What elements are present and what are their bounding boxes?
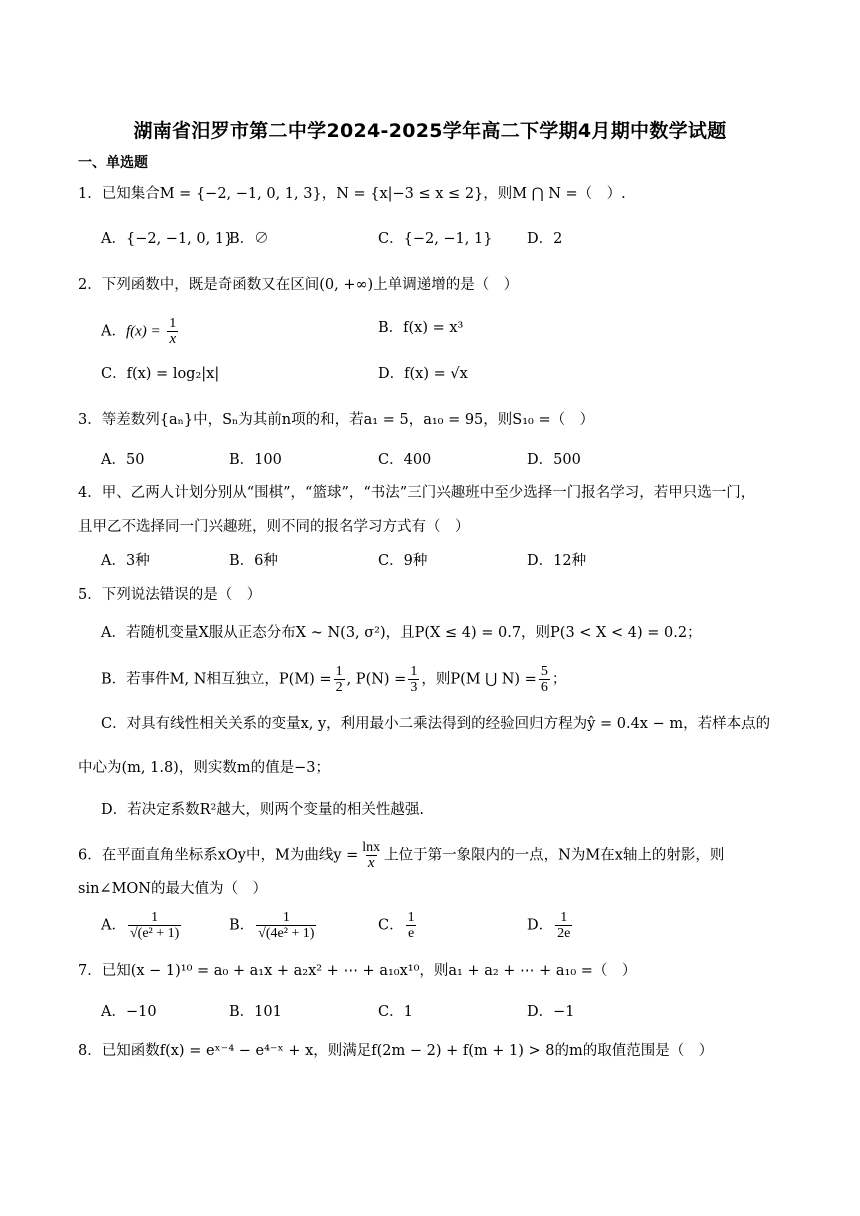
fraction-denominator: 2 [335, 680, 343, 695]
q5-option-a: A．若随机变量X服从正态分布X ~ N(3, σ²)，且P(X ≤ 4) = 0.7，则P(3 < X < 4) = 0.2； [101, 625, 702, 641]
q6-option-c [378, 910, 419, 941]
page-title: 湖南省汨罗市第二中学2024-2025学年高二下学期4月期中数学试题 [133, 120, 727, 142]
q2-option-c: C．f(x) = log₂|x| [101, 366, 220, 382]
fraction-denominator: x [169, 331, 177, 347]
question-7-stem: 7．已知(x − 1)¹⁰ = a₀ + a₁x + a₂x² + ⋯ + a₁₀x¹⁰，则a₁ + a₂ + ⋯ + a₁₀ =（ ） [78, 963, 637, 979]
question-3-stem: 3．等差数列{aₙ}中，Sₙ为其前n项的和，若a₁ = 5，a₁₀ = 95，则S₁₀ =（ ） [78, 412, 595, 428]
q1-option-c: C．{−2, −1, 1} [378, 231, 493, 247]
q6-option-b-label: B． [229, 917, 255, 934]
question-2-stem: 2．下列函数中，既是奇函数又在区间(0, +∞)上单调递增的是（ ） [78, 277, 519, 293]
q6-curve-fraction [360, 840, 382, 871]
question-8-stem: 8．已知函数f(x) = eˣ⁻⁴ − e⁴⁻ˣ + x，则满足f(2m − 2) + f(m + 1) > 8的m的取值范围是（ ） [78, 1043, 714, 1059]
q1-option-a: A．{−2, −1, 0, 1} [101, 231, 234, 247]
q4-option-c: C．9种 [378, 553, 428, 569]
q3-option-c: C．400 [378, 452, 432, 468]
fraction-denominator: e [408, 926, 415, 941]
fraction-numerator: 1 [560, 910, 568, 925]
fraction-numerator: 5 [540, 664, 548, 679]
q1-option-d: D．2 [527, 231, 563, 247]
q6-post: 上位于第一象限内的一点，N为M在x轴上的射影，则 [384, 847, 725, 864]
q2-option-a-fraction [167, 316, 178, 347]
q2-option-a [101, 316, 180, 347]
fraction-numerator: 1 [410, 664, 418, 679]
fraction-numerator: 1 [407, 910, 415, 925]
q3-option-d: D．500 [527, 452, 581, 468]
fraction-numerator: 1 [169, 316, 177, 331]
q6-option-d-fraction [555, 910, 572, 941]
q5-option-b-end: ； [551, 671, 567, 688]
q6-option-a [101, 910, 183, 941]
fraction-denominator: 2e [557, 926, 571, 941]
q6-option-a-fraction [128, 910, 181, 941]
question-5-stem: 5．下列说法错误的是（ ） [78, 587, 262, 603]
q2-option-b: B．f(x) = x³ [378, 320, 464, 336]
q3-option-a: A．50 [101, 452, 145, 468]
q5-option-c-line-1: C．对具有线性相关关系的变量x, y，利用最小二乘法得到的经验回归方程为ŷ = 0.4x − m，若样本点的 [101, 716, 771, 732]
q5-fraction-3 [539, 664, 550, 695]
question-1-stem: 1．已知集合M = {−2, −1, 0, 1, 3}，N = {x|−3 ≤ x ≤ 2}，则M ⋂ N =（ ）. [78, 186, 626, 202]
q5-option-c-line-2: 中心为(m, 1.8)，则实数m的值是−3； [78, 760, 330, 776]
q2-option-a-label: A． [101, 323, 126, 340]
q7-option-d: D．−1 [527, 1004, 575, 1020]
q5-option-b-mid: , P(N) = [346, 671, 407, 688]
q6-option-c-label: C． [378, 917, 404, 934]
question-6-line-2: sin∠MON的最大值为（ ） [78, 881, 267, 897]
question-6-line-1 [78, 840, 724, 871]
q5-option-b [101, 664, 566, 695]
question-4-line-1: 4．甲、乙两人计划分别从“围棋”，“篮球”，“书法”三门兴趣班中至少选择一门报名学习，若甲只选一门， [78, 485, 756, 501]
q5-option-d: D．若决定系数R²越大，则两个变量的相关性越强. [101, 802, 424, 818]
q3-option-b: B．100 [229, 452, 282, 468]
q1-option-b: B．∅ [229, 231, 269, 247]
fraction-denominator: x [367, 855, 375, 871]
section-heading: 一、单选题 [78, 155, 148, 171]
fraction-numerator: 1 [282, 910, 290, 925]
fraction-denominator: √(4e² + 1) [258, 926, 315, 941]
fraction-numerator: 1 [335, 664, 343, 679]
q5-fraction-1 [334, 664, 345, 695]
q6-option-c-fraction [406, 910, 417, 941]
q6-option-d-label: D． [527, 917, 554, 934]
q4-option-a: A．3种 [101, 553, 150, 569]
q6-pre: 6．在平面直角坐标系xOy中，M为曲线y = [78, 847, 359, 864]
q7-option-b: B．101 [229, 1004, 282, 1020]
q4-option-d: D．12种 [527, 553, 587, 569]
q7-option-a: A．−10 [101, 1004, 157, 1020]
q2-option-a-lhs: f(x) = [125, 323, 161, 340]
question-4-line-2: 且甲乙不选择同一门兴趣班，则不同的报名学习方式有（ ） [78, 519, 470, 535]
fraction-denominator: 6 [540, 680, 548, 695]
q6-option-a-label: A． [101, 917, 126, 934]
q6-option-b [229, 910, 318, 941]
q7-option-c: C．1 [378, 1004, 413, 1020]
fraction-denominator: 3 [410, 680, 418, 695]
q5-fraction-2 [408, 664, 419, 695]
q2-option-d: D．f(x) = √x [378, 366, 468, 382]
q6-option-d [527, 910, 574, 941]
q5-option-b-mid2: ，则P(M ⋃ N) = [421, 671, 537, 688]
q5-option-b-pre: B．若事件M, N相互独立，P(M) = [101, 671, 332, 688]
q6-option-b-fraction [256, 910, 316, 941]
fraction-numerator: 1 [151, 910, 159, 925]
fraction-denominator: √(e² + 1) [129, 926, 180, 941]
q4-option-b: B．6种 [229, 553, 278, 569]
fraction-numerator: lnx [362, 840, 381, 855]
